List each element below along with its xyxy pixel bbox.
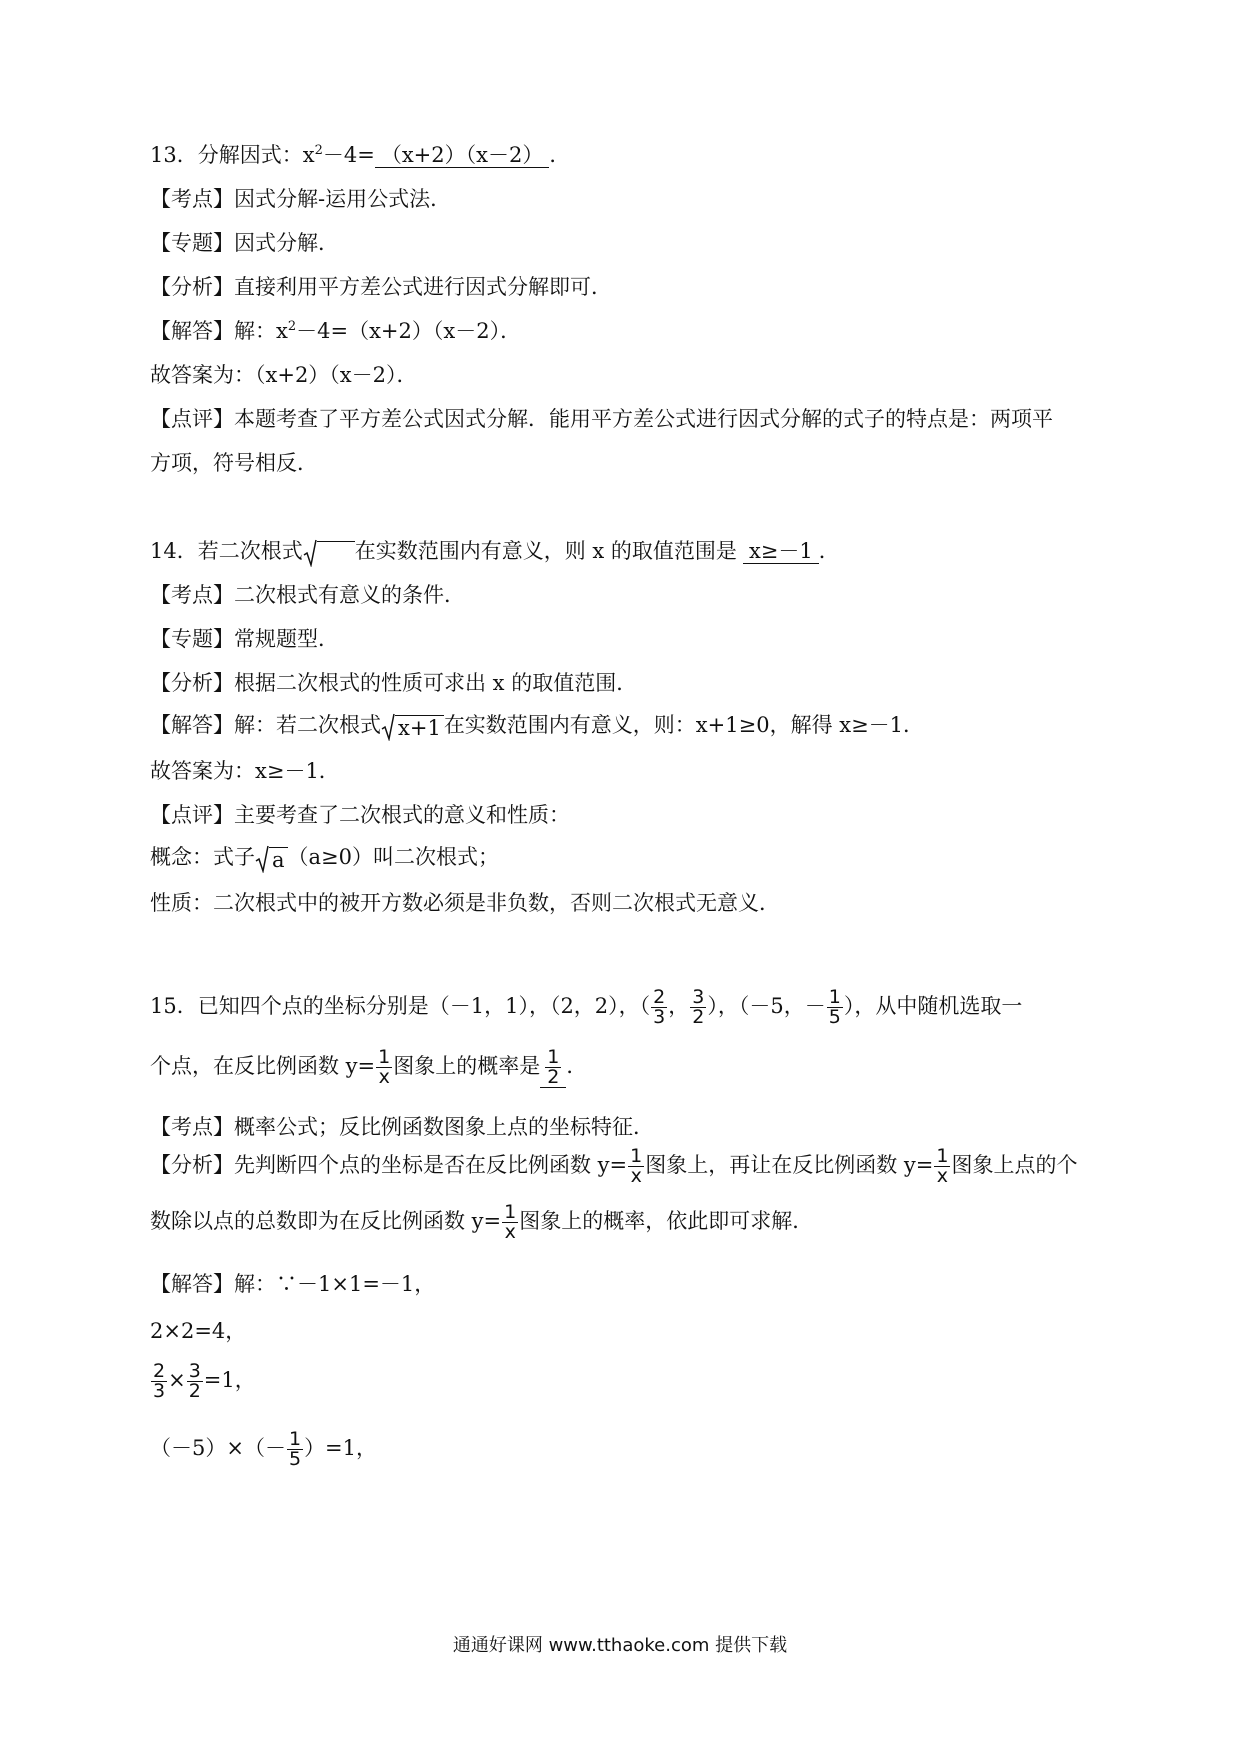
q13-kaodian: 【考点】因式分解-运用公式法． xyxy=(150,187,452,211)
q15-stem-b: ），（－5，－ xyxy=(707,994,826,1018)
q15-stem-line1 xyxy=(150,986,1022,1027)
q15-frac-1-5: $\frac{1}{5}$ xyxy=(828,986,841,1028)
q15-calc3-a: （－5）×（－ xyxy=(150,1436,286,1460)
q14-guda: 故答案为：x≥－1． xyxy=(150,759,340,783)
q15-stem-line2 xyxy=(150,1046,587,1088)
q14-radicand: x+1 xyxy=(395,715,444,741)
q15-jieda: 【解答】解：∵－1×1=－1， xyxy=(150,1272,436,1296)
q15-stem-c: ），从中随机选取一 xyxy=(843,994,1023,1018)
q15-calc2-times: × xyxy=(168,1368,186,1392)
q14-jieda xyxy=(150,710,924,741)
q15-fenxi-frac-2: $\frac{1}{x}$ xyxy=(936,1145,949,1187)
q14-gainian-sqrt xyxy=(255,845,288,873)
q15-fenxi-frac-1: $\frac{1}{x}$ xyxy=(630,1145,643,1187)
q15-fenxi-line1 xyxy=(150,1145,1077,1186)
q15-calc2-frac-3-2: $\frac{3}{2}$ xyxy=(188,1360,201,1402)
q15-comma: ， xyxy=(668,994,690,1018)
q13-jieda-exponent: 2 xyxy=(287,319,297,334)
q14-stem-end: ． xyxy=(818,539,840,563)
q15-calc2 xyxy=(150,1360,256,1401)
q15-line2-b: 图象上的概率是 xyxy=(393,1054,541,1078)
q14-stem-mid: 在实数范围内有意义，则 x 的取值范围是 xyxy=(354,539,737,563)
q14-answer: x≥－1 xyxy=(743,539,819,564)
page-footer: 通通好课网 www.tthaoke.com 提供下载 xyxy=(452,1635,788,1656)
q15-fenxi-c: 图象上点的个 xyxy=(951,1153,1078,1177)
q15-fenxi-line2 xyxy=(150,1201,813,1242)
q15-calc3-frac-1-5: $\frac{1}{5}$ xyxy=(288,1428,302,1470)
q14-gainian-rest: （a≥0）叫二次根式； xyxy=(287,845,500,869)
q14-fenxi: 【分析】根据二次根式的性质可求出 x 的取值范围． xyxy=(150,671,638,695)
q15-frac-2-3: $\frac{2}{3}$ xyxy=(653,986,666,1028)
q14-gainian xyxy=(150,842,499,873)
q15-frac-1-x: $\frac{1}{x}$ xyxy=(378,1046,391,1088)
q15-line2-end: ． xyxy=(566,1054,588,1078)
q14-sqrt-blank xyxy=(303,539,355,567)
q15-fenxi-a: 【分析】先判断四个点的坐标是否在反比例函数 y= xyxy=(150,1153,628,1177)
q14-stem xyxy=(150,536,840,567)
q15-stem-a: 15．已知四个点的坐标分别是（－1，1），（2，2），（ xyxy=(150,994,651,1018)
q13-jieda-rest: －4=（x+2）（x－2）． xyxy=(296,319,522,343)
q13-dianping-line2: 方项，符号相反． xyxy=(150,451,318,475)
q13-stem-end: ． xyxy=(549,143,571,167)
q13-stem xyxy=(150,140,570,170)
q14-jieda-prefix: 【解答】解：若二次根式 xyxy=(150,713,381,737)
q13-zhuanti: 【专题】因式分解． xyxy=(150,231,339,255)
q15-line2-a: 个点，在反比例函数 y= xyxy=(150,1054,376,1078)
q14-zhuanti: 【专题】常规题型． xyxy=(150,627,339,651)
q15-calc2-rest: =1， xyxy=(203,1368,256,1392)
q15-fenxi2-a: 数除以点的总数即为在反比例函数 y= xyxy=(150,1209,502,1233)
q15-calc2-frac-2-3: $\frac{2}{3}$ xyxy=(153,1360,166,1402)
q14-gainian-prefix: 概念：式子 xyxy=(150,845,255,869)
q15-kaodian: 【考点】概率公式；反比例函数图象上点的坐标特征． xyxy=(150,1115,654,1139)
q13-jieda-prefix: 【解答】解：x xyxy=(150,319,288,343)
q14-xingzhi: 性质：二次根式中的被开方数必须是非负数，否则二次根式无意义． xyxy=(150,891,780,915)
q15-calc3-b: ）=1， xyxy=(304,1436,378,1460)
q15-frac-3-2: $\frac{3}{2}$ xyxy=(692,986,705,1028)
q15-calc1: 2×2=4， xyxy=(150,1319,247,1343)
q13-jieda xyxy=(150,316,521,346)
q14-jieda-rest: 在实数范围内有意义，则：x+1≥0，解得 x≥－1． xyxy=(443,713,925,737)
q13-stem-prefix: 13．分解因式：x xyxy=(150,143,315,167)
q13-dianping-line1: 【点评】本题考查了平方差公式因式分解．能用平方差公式进行因式分解的式子的特点是：两项平 xyxy=(150,407,1053,431)
q13-answer: （x+2）（x－2） xyxy=(375,143,550,168)
q14-stem-prefix: 14．若二次根式 xyxy=(150,539,303,563)
q15-answer: $\frac{1}{2}$ xyxy=(540,1048,566,1088)
q15-calc3 xyxy=(150,1428,377,1469)
q13-exponent: 2 xyxy=(314,143,323,158)
q15-fenxi-frac-3: $\frac{1}{x}$ xyxy=(504,1201,517,1243)
q13-fenxi: 【分析】直接利用平方差公式进行因式分解即可． xyxy=(150,275,612,299)
q13-guda: 故答案为：（x+2）（x－2）． xyxy=(150,363,418,387)
q14-dianping: 【点评】主要考查了二次根式的意义和性质： xyxy=(150,803,570,827)
q15-fenxi-b: 图象上，再让在反比例函数 y= xyxy=(645,1153,934,1177)
q13-stem-mid: －4= xyxy=(322,143,375,167)
q14-kaodian: 【考点】二次根式有意义的条件． xyxy=(150,583,465,607)
q14-gainian-radicand: a xyxy=(269,847,288,873)
q14-sqrt xyxy=(381,713,444,741)
q15-fenxi2-b: 图象上的概率，依此即可求解． xyxy=(519,1209,814,1233)
